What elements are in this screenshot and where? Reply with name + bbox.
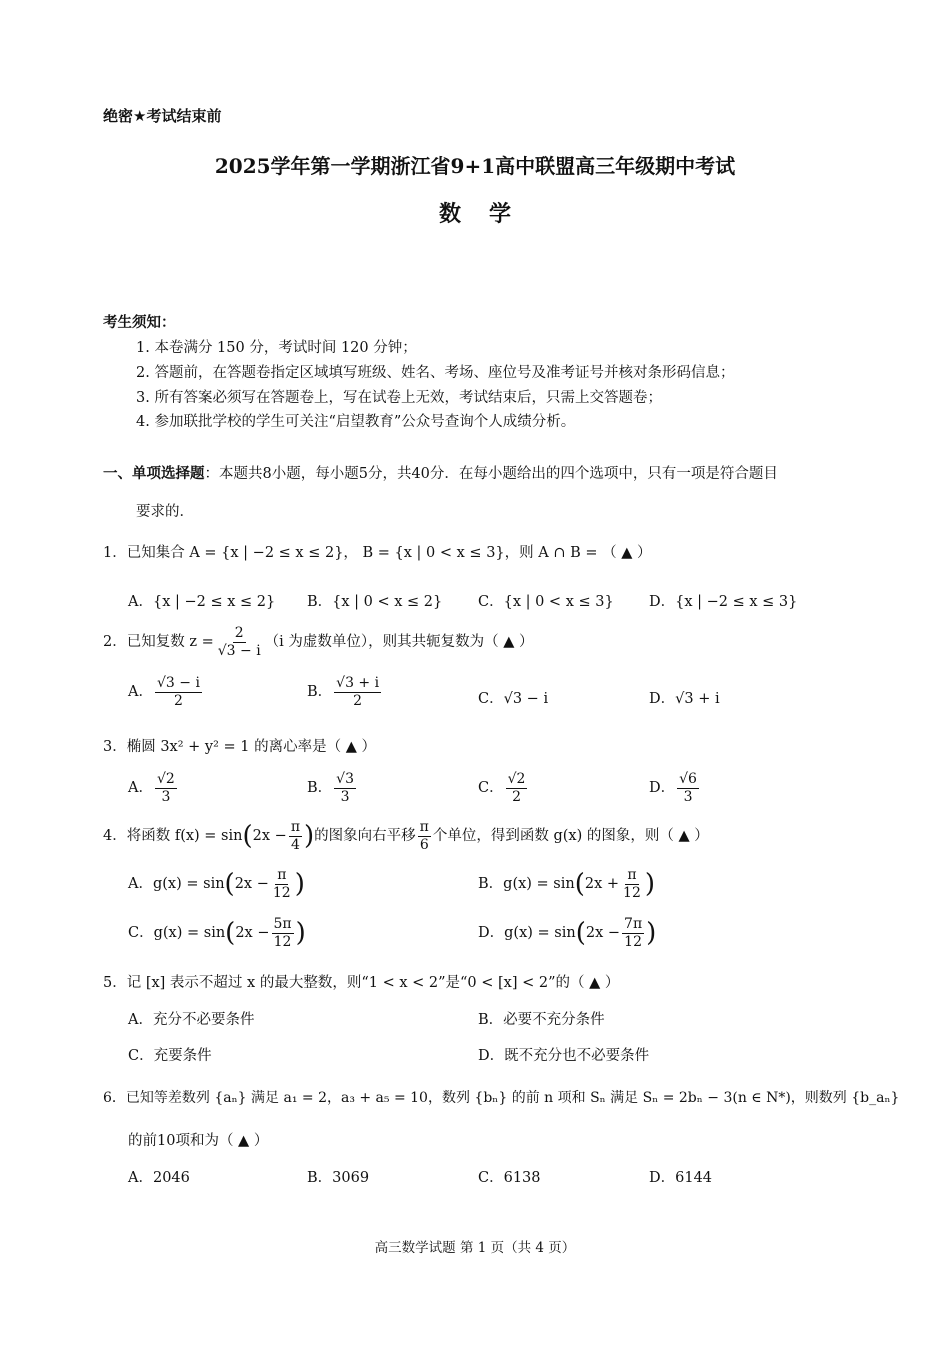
option-fraction	[155, 676, 202, 708]
frac-den: 2	[512, 788, 521, 805]
section-label: 一、单项选择题	[103, 466, 205, 482]
q2-frac-num: 2	[234, 625, 244, 641]
q4-mid: 的图象向右平移	[314, 828, 416, 845]
left-paren: (	[242, 821, 253, 852]
q4-inner-fraction	[289, 820, 302, 852]
q4-inner-pre: 2x −	[252, 828, 287, 845]
option-fraction	[621, 868, 643, 900]
q4-option-d	[478, 917, 656, 949]
subject-title: 数学	[438, 201, 539, 227]
q6-option-b: B．3069	[307, 1170, 370, 1186]
frac-den: 3	[340, 788, 350, 805]
q5-option-d: D．既不充分也不必要条件	[478, 1048, 650, 1064]
q1-option-c: C．{x | 0 < x ≤ 3}	[478, 594, 614, 610]
option-fn: g(x) = sin	[153, 925, 226, 942]
option-label: D．	[649, 691, 676, 707]
right-paren: )	[646, 918, 657, 949]
frac-num: √6	[679, 771, 697, 787]
option-label: D．	[649, 780, 676, 797]
frac-num: √3	[336, 771, 354, 787]
frac-num: √2	[156, 771, 175, 787]
right-paren: )	[304, 821, 315, 852]
option-fn: g(x) = sin	[504, 925, 576, 942]
q3-option-a	[128, 772, 179, 804]
option-label: A．	[128, 684, 153, 701]
frac-num: √2	[507, 771, 526, 787]
option-pre: 2x −	[234, 876, 269, 893]
option-fn: g(x) = sin	[503, 876, 575, 893]
secret-mark: 绝密★考试结束前	[103, 107, 222, 125]
q4-option-a	[128, 868, 305, 900]
option-fraction	[334, 772, 356, 804]
frac-den: 12	[623, 884, 641, 901]
q2-fraction	[216, 626, 263, 658]
frac-num: 7π	[624, 916, 643, 932]
option-fraction	[271, 868, 293, 900]
option-text: √3 − i	[503, 691, 549, 707]
q2-option-c	[478, 687, 548, 708]
q4-stem-pre: 4．将函数 f(x) = sin	[103, 828, 243, 845]
question-1-stem: 1．已知集合 A = {x | −2 ≤ x ≤ 2}， B = {x | 0 < x ≤ 3}，则 A ∩ B = （ ▲ ）	[103, 545, 652, 561]
q4-shift-fraction	[418, 820, 431, 852]
q1-option-d: D．{x | −2 ≤ x ≤ 3}	[649, 594, 798, 610]
frac-num: π	[277, 867, 287, 883]
frac-num: √3 + i	[336, 675, 380, 691]
q1-option-a: A．{x | −2 ≤ x ≤ 2}	[128, 594, 276, 610]
option-label: C．	[478, 780, 504, 797]
option-label: C．	[478, 691, 504, 707]
option-label: A．	[128, 780, 153, 797]
question-6-stem-cont: 的前10项和为（ ▲ ）	[128, 1133, 269, 1149]
notice-item: 3. 所有答案必须写在答题卷上，写在试卷上无效，考试结束后，只需上交答题卷；	[136, 390, 662, 406]
q2-option-a	[128, 676, 204, 708]
frac-num: 5π	[273, 916, 292, 932]
option-fraction	[334, 676, 381, 708]
option-label: C．	[128, 925, 154, 942]
question-3-stem: 3．椭圆 3x² + y² = 1 的离心率是（ ▲ ）	[103, 739, 376, 755]
option-fraction	[155, 772, 177, 804]
q1-option-b: B．{x | 0 < x ≤ 2}	[307, 594, 443, 610]
notice-item: 1. 本卷满分 150 分，考试时间 120 分钟；	[136, 340, 417, 356]
frac-den: 4	[290, 836, 300, 853]
q5-option-c: C．充要条件	[128, 1048, 212, 1064]
exam-title: 2025学年第一学期浙江省9+1高中联盟高三年级期中考试	[214, 154, 736, 178]
notice-item: 4. 参加联批学校的学生可关注“启望教育”公众号查询个人成绩分析。	[136, 414, 576, 430]
right-paren: )	[295, 918, 306, 949]
option-fraction	[272, 917, 294, 949]
option-pre: 2x −	[235, 925, 270, 942]
option-fraction	[506, 772, 528, 804]
left-paren: (	[224, 869, 235, 900]
q5-option-b: B．必要不充分条件	[478, 1012, 605, 1028]
q2-stem-pre: 2．已知复数 z =	[103, 634, 214, 651]
section-text-cont: 要求的．	[136, 504, 194, 520]
frac-den: 6	[419, 836, 429, 853]
frac-den: 3	[161, 788, 171, 805]
option-fraction	[677, 772, 699, 804]
q4-option-c	[128, 917, 306, 949]
q3-option-c	[478, 772, 529, 804]
frac-den: 2	[173, 692, 183, 709]
section-heading	[103, 462, 778, 483]
option-label: A．	[128, 876, 153, 893]
left-paren: (	[574, 869, 585, 900]
q5-option-a: A．充分不必要条件	[128, 1012, 255, 1028]
q6-option-c: C．6138	[478, 1170, 541, 1186]
frac-num: √3 − i	[156, 675, 200, 691]
q4-option-b	[478, 868, 655, 900]
q3-option-b	[307, 772, 358, 804]
question-6-stem: 6．已知等差数列 {aₙ} 满足 a₁ = 2，a₃ + a₅ = 10，数列 {bₙ} 的前 n 项和 Sₙ 满足 Sₙ = 2bₙ − 3(n ∈ N*)，则数列 {b_aₙ}	[103, 1090, 900, 1106]
frac-den: 3	[683, 788, 693, 805]
q6-option-d: D．6144	[649, 1170, 713, 1186]
frac-den: 12	[272, 884, 291, 901]
frac-den: 12	[624, 933, 642, 950]
question-4-stem	[103, 820, 709, 852]
notice-item: 2. 答题前，在答题卷指定区域填写班级、姓名、考场、座位号及准考证号并核对条形码信息；	[136, 365, 735, 381]
q4-stem-post: 个单位，得到函数 g(x) 的图象，则（ ▲ ）	[432, 828, 709, 845]
question-5-stem: 5．记 [x] 表示不超过 x 的最大整数，则“1 < x < 2”是“0 < [x] < 2”的（ ▲ ）	[103, 975, 620, 991]
page-footer: 高三数学试题 第 1 页（共 4 页）	[374, 1240, 576, 1256]
option-label: B．	[307, 684, 333, 701]
option-pre: 2x +	[584, 876, 620, 893]
left-paren: (	[225, 918, 236, 949]
left-paren: (	[575, 918, 586, 949]
option-label: B．	[307, 780, 333, 797]
frac-den: 12	[273, 933, 292, 950]
question-2-stem	[103, 626, 534, 658]
option-label: B．	[478, 876, 504, 893]
section-text: ：本题共8小题，每小题5分，共40分．在每小题给出的四个选项中，只有一项是符合题目	[204, 466, 778, 482]
q2-stem-post: （i 为虚数单位），则其共轭复数为（ ▲ ）	[264, 634, 534, 651]
q2-option-d	[649, 687, 720, 708]
option-text: √3 + i	[675, 691, 720, 707]
frac-num: π	[419, 819, 429, 835]
frac-num: π	[627, 867, 637, 883]
option-pre: 2x −	[585, 925, 621, 942]
right-paren: )	[294, 869, 305, 900]
right-paren: )	[644, 869, 656, 900]
q3-option-d	[649, 772, 701, 804]
q6-option-a: A．2046	[128, 1170, 190, 1186]
frac-num: π	[290, 819, 301, 835]
q2-frac-den: √3 − i	[217, 642, 261, 659]
option-label: D．	[478, 925, 505, 942]
option-fraction	[622, 917, 644, 949]
option-fn: g(x) = sin	[152, 876, 225, 893]
notice-title: 考生须知：	[103, 315, 176, 331]
frac-den: 2	[353, 692, 363, 709]
q2-option-b	[307, 676, 383, 708]
